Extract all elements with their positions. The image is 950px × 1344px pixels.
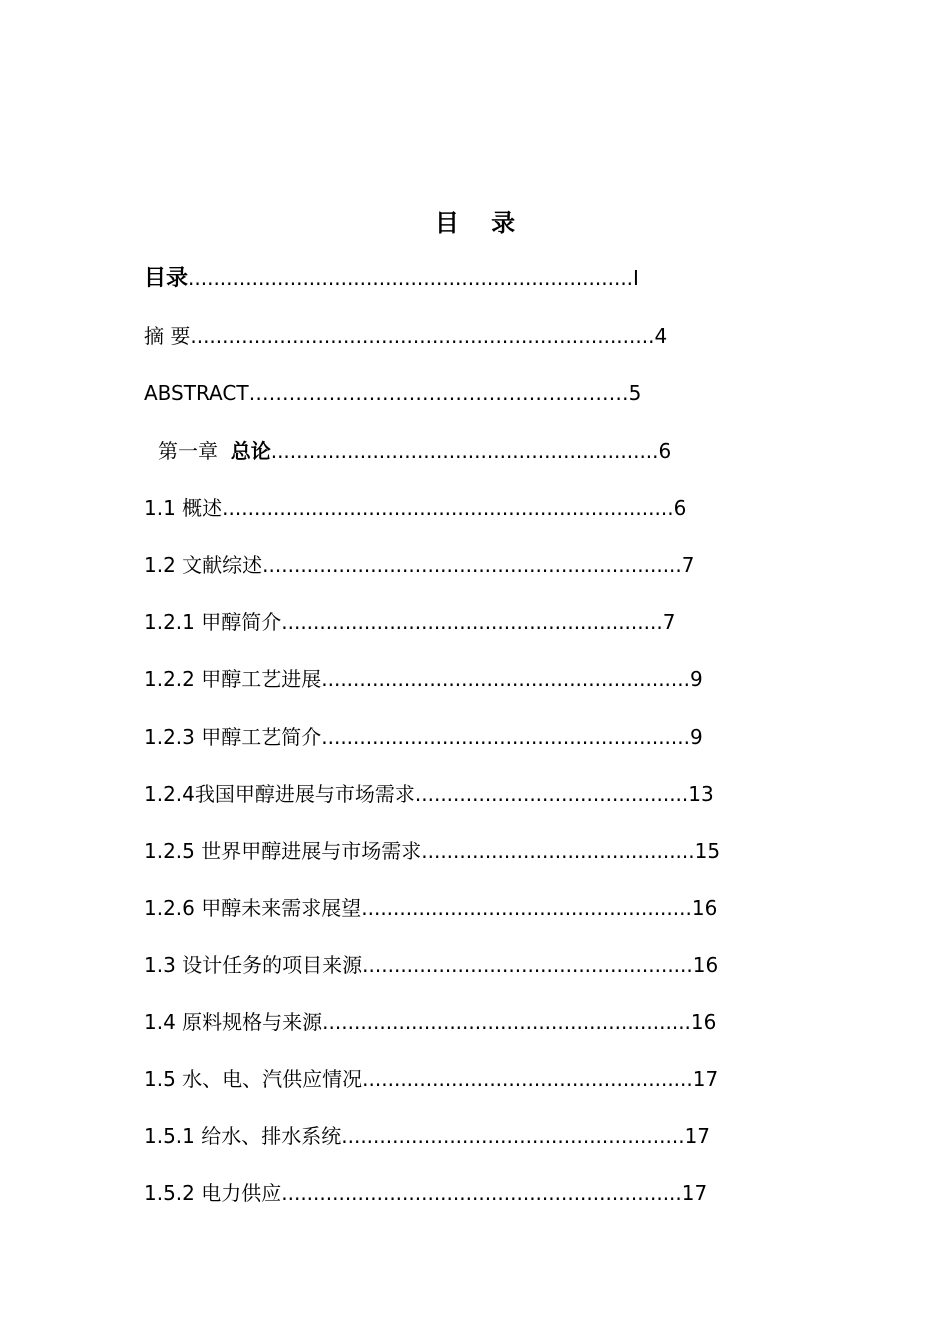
toc-leader-dots: ...........................................	[414, 782, 689, 806]
toc-entry-label: 1.2.1 甲醇简介	[144, 610, 282, 634]
toc-leader-dots: ..........................................................	[322, 1010, 691, 1034]
toc-entry-label: 1.5.1 给水、排水系统	[144, 1124, 342, 1148]
toc-leader-dots: ......................................................................	[188, 266, 634, 290]
toc-page-number: 17	[692, 1067, 719, 1091]
toc-entry-abstract-en[interactable]	[144, 373, 641, 413]
toc-entry-1-2-3[interactable]	[144, 717, 703, 757]
toc-leader-dots: ....................................................	[361, 896, 692, 920]
toc-leader-dots: .........................................................................	[190, 324, 655, 348]
toc-entry-label: 1.2.4我国甲醇进展与市场需求	[144, 782, 415, 806]
toc-entry-label: 1.5.2 电力供应	[144, 1181, 282, 1205]
toc-page-number: 4	[654, 324, 668, 348]
toc-page-number: 17	[684, 1124, 711, 1148]
toc-entry-1-2-6[interactable]	[144, 888, 717, 928]
toc-page-number: 16	[692, 953, 719, 977]
toc-page-number: 7	[681, 553, 695, 577]
toc-leader-dots: ...............................................................	[281, 1181, 682, 1205]
toc-entry-label: 摘 要	[144, 324, 191, 348]
toc-entry-1-2-4[interactable]	[144, 774, 714, 814]
toc-entry-label: 总论	[230, 439, 271, 463]
toc-title: 目 录	[434, 209, 528, 237]
toc-entry-label: 1.2.2 甲醇工艺进展	[144, 667, 322, 691]
toc-leader-dots: ....................................................	[362, 1067, 693, 1091]
toc-entry-1-4[interactable]	[144, 1002, 716, 1042]
toc-entry-label: 1.1 概述	[144, 496, 223, 520]
toc-entry-1-5-1[interactable]	[144, 1116, 710, 1156]
toc-page-number: 15	[694, 839, 721, 863]
toc-page-number: 16	[690, 1010, 717, 1034]
toc-page-number: 5	[628, 381, 642, 405]
toc-entry-1-5-2[interactable]	[144, 1173, 707, 1213]
toc-page-number: 17	[681, 1181, 708, 1205]
toc-entry-label: 1.3 设计任务的项目来源	[144, 953, 363, 977]
toc-leader-dots: ............................................................	[281, 610, 663, 634]
toc-entry-1-2[interactable]	[144, 545, 695, 585]
toc-page-number: 9	[689, 725, 703, 749]
toc-entry-contents[interactable]	[144, 258, 639, 298]
toc-entry-label: 1.2 文献综述	[144, 553, 263, 577]
toc-page-number: 6	[658, 439, 672, 463]
toc-entry-1-5[interactable]	[144, 1059, 718, 1099]
toc-entry-label: 1.2.5 世界甲醇进展与市场需求	[144, 839, 422, 863]
toc-page-number: I	[633, 266, 639, 290]
toc-page-number: 13	[688, 782, 714, 806]
toc-entry-label: ABSTRACT	[144, 381, 249, 405]
toc-entry-1-2-5[interactable]	[144, 831, 720, 871]
toc-entry-1-1[interactable]	[144, 488, 686, 528]
toc-leader-dots: ..........................................................	[321, 725, 690, 749]
toc-leader-dots: .............................................................	[270, 439, 659, 463]
toc-entry-1-2-1[interactable]	[144, 602, 675, 642]
toc-chapter-prefix: 第一章	[158, 439, 218, 463]
toc-page-number: 16	[691, 896, 718, 920]
toc-entry-1-2-2[interactable]	[144, 659, 703, 699]
toc-leader-dots: ....................................................	[362, 953, 693, 977]
toc-entry-abstract-cn[interactable]	[144, 316, 667, 356]
toc-entry-label: 1.2.3 甲醇工艺简介	[144, 725, 322, 749]
toc-leader-dots: …………………………………………………	[248, 381, 629, 405]
toc-entry-label: 1.4 原料规格与来源	[144, 1010, 323, 1034]
toc-leader-dots: .......................................................................	[222, 496, 674, 520]
toc-page-number: 9	[689, 667, 703, 691]
toc-page-number: 7	[662, 610, 676, 634]
toc-entry-chapter-1[interactable]	[144, 431, 671, 471]
toc-entry-label: 目录	[144, 266, 189, 291]
toc-page-number: 6	[673, 496, 687, 520]
toc-entry-1-3[interactable]	[144, 945, 718, 985]
toc-entry-label: 1.5 水、电、汽供应情况	[144, 1067, 363, 1091]
toc-entry-label: 1.2.6 甲醇未来需求展望	[144, 896, 362, 920]
toc-leader-dots: ......................................................	[341, 1124, 685, 1148]
toc-leader-dots: ...........................................	[421, 839, 695, 863]
toc-leader-dots: ..................................................................	[262, 553, 682, 577]
toc-leader-dots: ..........................................................	[321, 667, 690, 691]
